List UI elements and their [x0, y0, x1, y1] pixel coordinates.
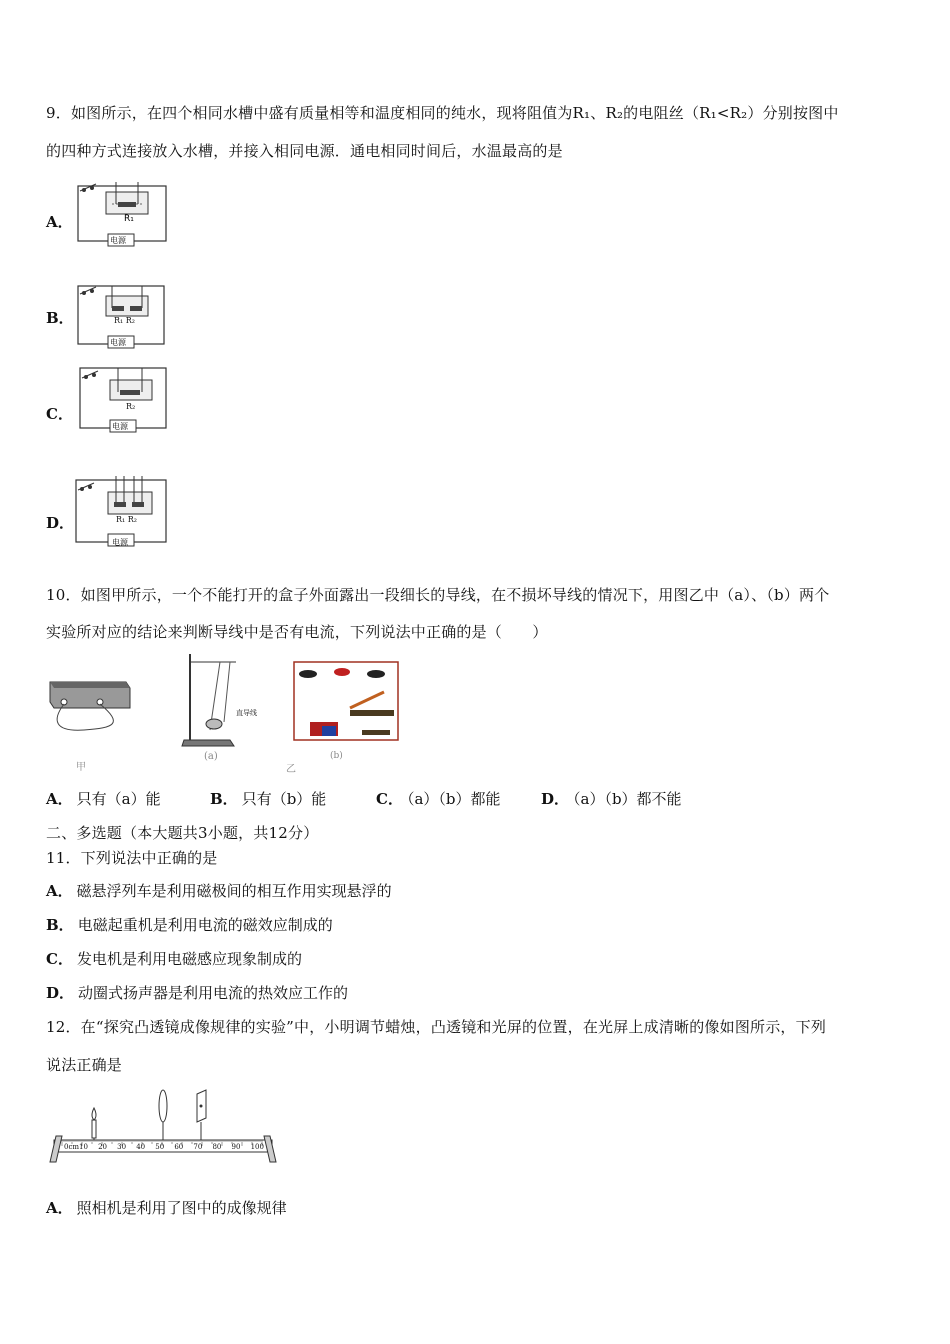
q10-choice-a[interactable] — [46, 788, 161, 809]
switch-icon — [82, 371, 98, 379]
switch-icon — [80, 287, 96, 295]
q12-choice-a-text: 照相机是利用了图中的成像规律 — [76, 1199, 287, 1217]
q9-option-b-resistors: R₁ R₂ — [114, 316, 136, 325]
q9-option-c-resistors: R₂ — [126, 402, 136, 411]
q10-choice-c-key: C． — [376, 790, 403, 808]
q10-choice-b-text: 只有（b）能 — [241, 790, 327, 808]
q10-stem-line1: 10．如图甲所示，一个不能打开的盒子外面露出一段细长的导线，在不损坏导线的情况下，用图乙中（a）、（b）两个 — [46, 586, 830, 604]
q10-label-wire: 直导线 — [236, 709, 257, 717]
lens-icon — [159, 1090, 167, 1146]
q11-choice-a-text: 磁悬浮列车是利用磁极间的相互作用实现悬浮的 — [76, 882, 392, 900]
q12-stem-line1: 12．在“探究凸透镜成像规律的实验”中，小明调节蜡烛，凸透镜和光屏的位置，在光屏上成清晰的像如图所示，下列 — [46, 1018, 827, 1036]
q12-stem-line2: 说法正确是 — [46, 1056, 123, 1074]
q11-choice-d[interactable] — [46, 982, 348, 1003]
q9-option-d-resistors: R₁ R₂ — [116, 515, 138, 524]
q11-choice-d-text: 动圈式扬声器是利用电流的热效应工作的 — [78, 984, 349, 1002]
q11-choice-d-key: D． — [46, 984, 75, 1002]
q9-option-b-label[interactable]: B． — [46, 309, 74, 327]
q11-stem: 11．下列说法中正确的是 — [46, 849, 218, 867]
q11-choice-c[interactable] — [46, 948, 302, 969]
q9-option-d-label[interactable]: D． — [46, 514, 75, 532]
q9-option-c-label[interactable]: C． — [46, 405, 73, 423]
q10-choice-c[interactable] — [376, 788, 501, 809]
q11-choice-a[interactable] — [46, 880, 392, 901]
q9-option-a-label[interactable]: A． — [46, 213, 73, 231]
ruler-label: 30 — [117, 1143, 127, 1151]
q9-option-d-power: 电源 — [112, 538, 128, 547]
q11-choice-b[interactable] — [46, 914, 333, 935]
ruler-label: 90 — [231, 1143, 241, 1151]
q10-choice-b-key: B． — [210, 790, 238, 808]
q12-optical-bench — [46, 1088, 282, 1168]
switch-icon — [80, 184, 96, 192]
ruler-label: 60 — [174, 1143, 184, 1151]
q12-ruler-labels — [64, 1143, 264, 1151]
svg-text:R₁: R₁ — [124, 214, 134, 224]
q9-option-c-power: 电源 — [112, 422, 128, 431]
q10-figure-jia — [44, 674, 134, 744]
q10-figure-a — [180, 652, 260, 748]
ruler-label: 20 — [98, 1143, 107, 1151]
switch-icon — [78, 483, 94, 491]
q12-choice-a[interactable] — [46, 1197, 287, 1218]
ruler-label: 0cm10 — [64, 1143, 88, 1151]
q9-option-a-power: 电源 — [110, 236, 126, 245]
q10-choice-d-text: （a）（b）都不能 — [573, 790, 682, 808]
q11-choice-c-text: 发电机是利用电磁感应现象制成的 — [76, 950, 302, 968]
q10-choice-a-text: 只有（a）能 — [76, 790, 161, 808]
q11-choice-c-key: C． — [46, 950, 73, 968]
q11-choice-a-key: A． — [46, 882, 73, 900]
q10-label-jia: 甲 — [76, 762, 86, 773]
q12-choice-a-key: A． — [46, 1199, 73, 1217]
ruler-label: 50 — [155, 1143, 165, 1151]
q11-choice-b-text: 电磁起重机是利用电流的磁效应制成的 — [77, 916, 333, 934]
ruler-label: 80 — [212, 1143, 222, 1151]
q10-figure-b — [292, 660, 400, 744]
q11-choice-b-key: B． — [46, 916, 74, 934]
q10-choice-a-key: A． — [46, 790, 73, 808]
section-heading: 二、多选题（本大题共3小题，共12分） — [46, 824, 319, 842]
q10-label-b: (b) — [330, 751, 343, 761]
screen-icon — [197, 1090, 206, 1146]
q9-stem-line1: 9．如图所示，在四个相同水槽中盛有质量相等和温度相同的纯水，现将阻值为R₁、R₂的电阻丝（R₁<R₂）分别按图中 — [46, 104, 839, 122]
q10-choice-c-text: （a）（b）都能 — [406, 790, 501, 808]
q10-choice-d[interactable] — [541, 788, 682, 809]
q10-label-a: (a) — [204, 751, 218, 762]
q10-choice-b[interactable] — [210, 788, 326, 809]
q9-stem-line2: 的四种方式连接放入水槽，并接入相同电源．通电相同时间后，水温最高的是 — [46, 142, 563, 160]
ruler-label: 40 — [136, 1143, 146, 1151]
q10-stem-line2: 实验所对应的结论来判断导线中是否有电流，下列说法中正确的是（ ） — [46, 623, 548, 641]
q10-choice-d-key: D． — [541, 790, 570, 808]
q10-label-yi: 乙 — [286, 764, 296, 775]
ruler-label: 70 — [193, 1143, 203, 1151]
q9-option-b-power: 电源 — [110, 338, 126, 347]
ruler-label: 100 — [250, 1143, 264, 1151]
